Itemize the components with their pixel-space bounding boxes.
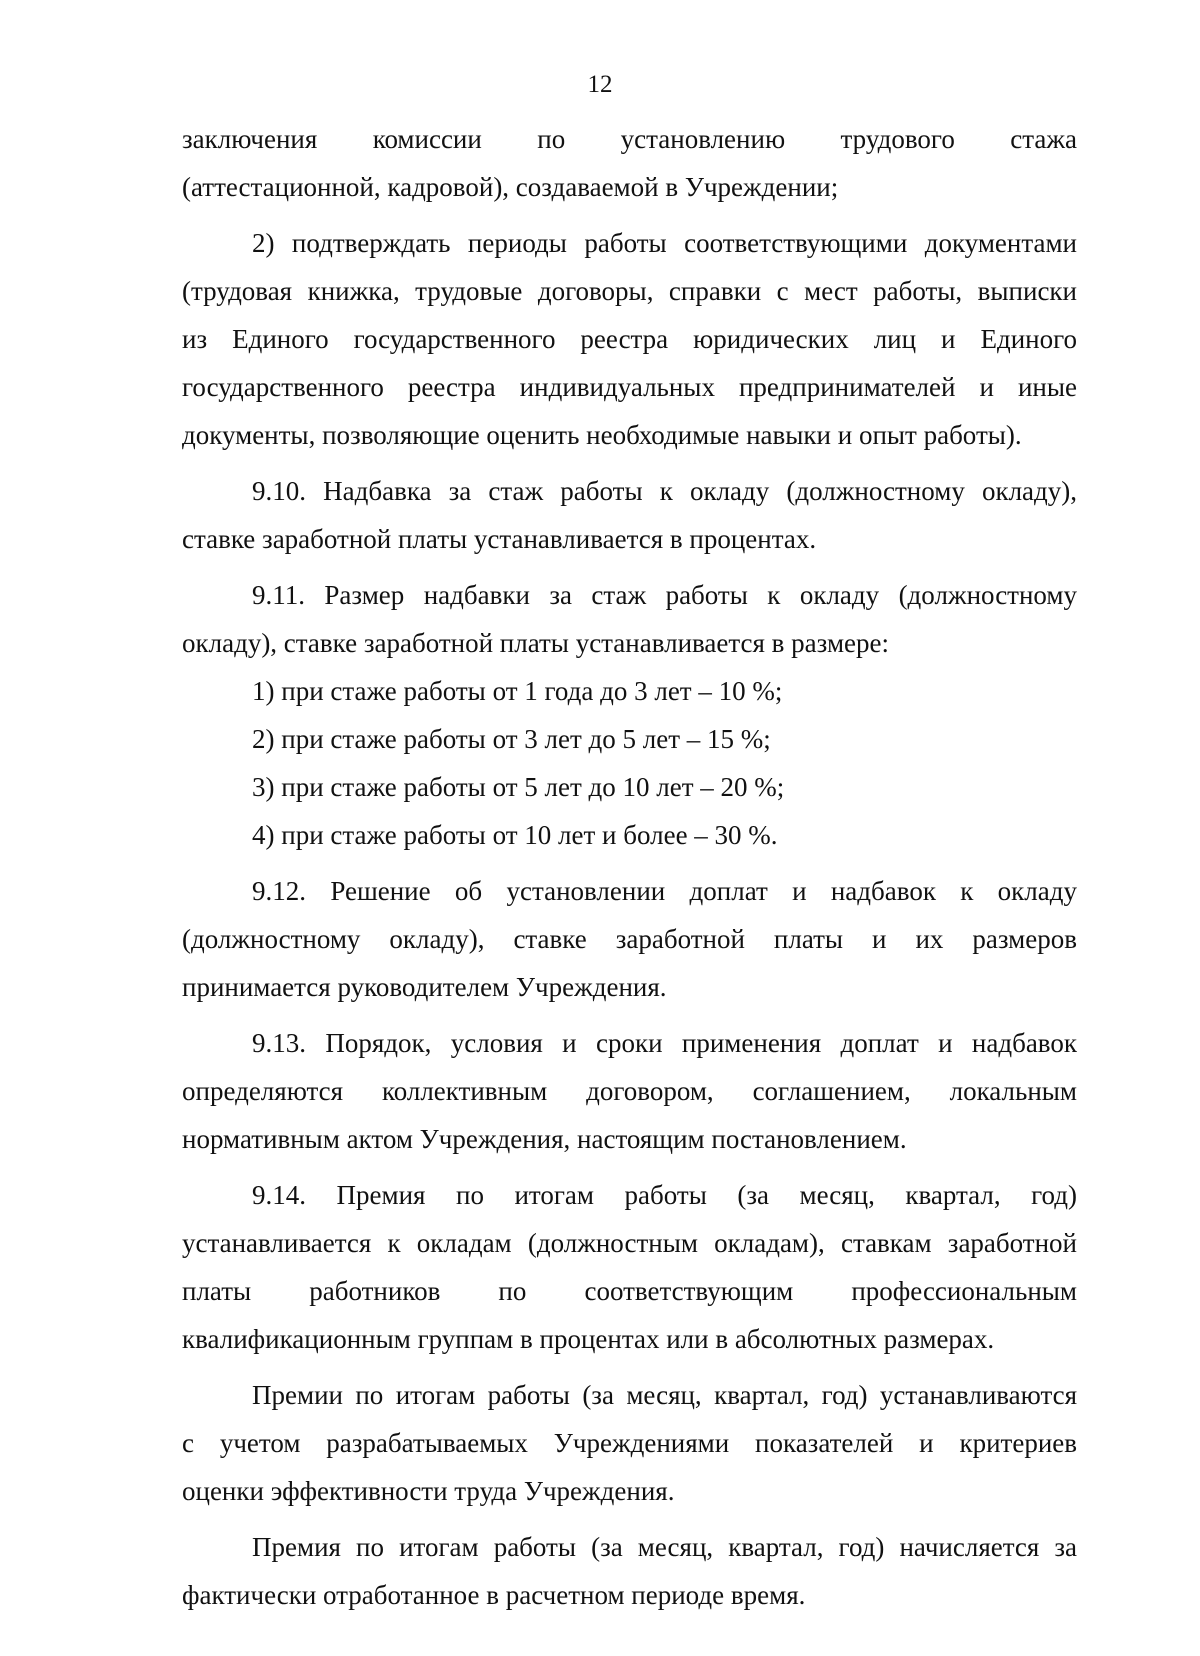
text-line: ставке заработной платы устанавливается в процентах.	[182, 524, 817, 554]
text-line: заключения комиссии по установлению трудового стажа	[182, 124, 1077, 154]
list-item	[182, 763, 1077, 811]
text-line: нормативным актом Учреждения, настоящим постановлением.	[182, 1124, 907, 1154]
text-line: 2) подтверждать периоды работы соответствующими документами	[252, 228, 1077, 258]
paragraph-bonus-accrual	[182, 1523, 1077, 1619]
text-line: 9.14. Премия по итогам работы (за месяц, квартал, год)	[252, 1180, 1077, 1210]
paragraph-continuation	[182, 115, 1077, 211]
text-line: (трудовая книжка, трудовые договоры, справки с мест работы, выписки	[182, 276, 1077, 306]
text-line: фактически отработанное в расчетном периоде время.	[182, 1580, 806, 1610]
text-line: 2) при стаже работы от 3 лет до 5 лет – 15 %;	[252, 724, 771, 754]
text-line: квалификационным группам в процентах или в абсолютных размерах.	[182, 1324, 995, 1354]
text-line: 9.12. Решение об установлении доплат и надбавок к окладу	[252, 876, 1077, 906]
text-line: платы работников по соответствующим профессиональным	[182, 1276, 1077, 1306]
text-line: оценки эффективности труда Учреждения.	[182, 1476, 675, 1506]
text-line: 1) при стаже работы от 1 года до 3 лет – 10 %;	[252, 676, 783, 706]
document-body	[182, 115, 1077, 1619]
text-line: документы, позволяющие оценить необходимые навыки и опыт работы).	[182, 420, 1022, 450]
paragraph-9-12	[182, 867, 1077, 1011]
text-line: 9.13. Порядок, условия и сроки применения доплат и надбавок	[252, 1028, 1077, 1058]
text-line: Премия по итогам работы (за месяц, квартал, год) начисляется за	[252, 1532, 1077, 1562]
text-line: (должностному окладу), ставке заработной платы и их размеров	[182, 924, 1077, 954]
paragraph-9-13	[182, 1019, 1077, 1163]
text-line: 4) при стаже работы от 10 лет и более – 30 %.	[252, 820, 778, 850]
text-line: (аттестационной, кадровой), создаваемой в Учреждении;	[182, 172, 839, 202]
paragraph-9-11	[182, 571, 1077, 667]
page-number: 12	[587, 71, 613, 98]
paragraph-9-14	[182, 1171, 1077, 1363]
paragraph-bonus-criteria	[182, 1371, 1077, 1515]
list-item	[182, 811, 1077, 859]
text-line: 3) при стаже работы от 5 лет до 10 лет – 20 %;	[252, 772, 785, 802]
text-line: принимается руководителем Учреждения.	[182, 972, 667, 1002]
list-item	[182, 667, 1077, 715]
paragraph-9-10	[182, 467, 1077, 563]
text-line: государственного реестра индивидуальных предпринимателей и иные	[182, 372, 1077, 402]
text-line: окладу), ставке заработной платы устанавливается в размере:	[182, 628, 889, 658]
text-line: 9.10. Надбавка за стаж работы к окладу (должностному окладу),	[252, 476, 1077, 506]
text-line: определяются коллективным договором, соглашением, локальным	[182, 1076, 1077, 1106]
text-line: с учетом разрабатываемых Учреждениями показателей и критериев	[182, 1428, 1077, 1458]
list-item	[182, 715, 1077, 763]
text-line: устанавливается к окладам (должностным окладам), ставкам заработной	[182, 1228, 1077, 1258]
text-line: Премии по итогам работы (за месяц, квартал, год) устанавливаются	[252, 1380, 1077, 1410]
text-line: 9.11. Размер надбавки за стаж работы к окладу (должностному	[252, 580, 1077, 610]
text-line: из Единого государственного реестра юридических лиц и Единого	[182, 324, 1077, 354]
paragraph-item-2	[182, 219, 1077, 459]
